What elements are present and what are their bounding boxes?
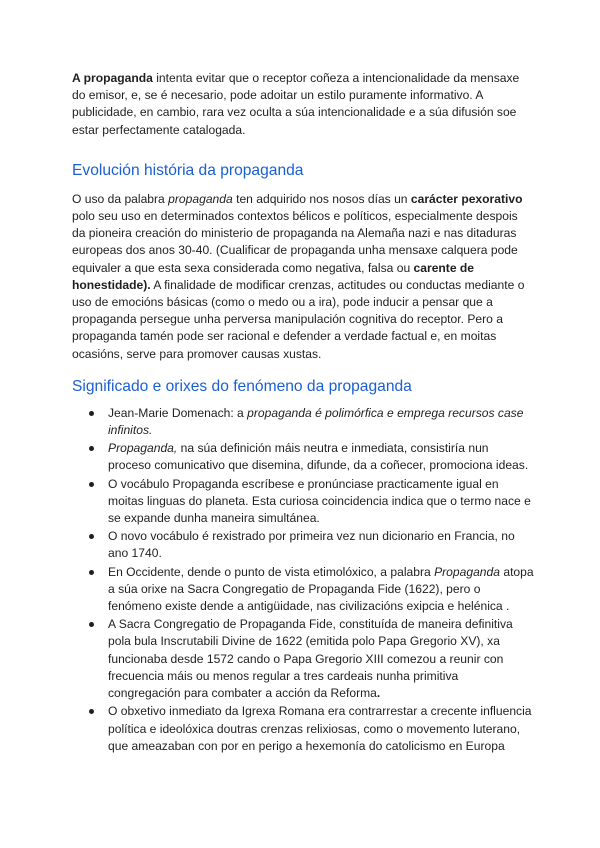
bullet-icon (89, 570, 94, 575)
bullet-icon (89, 411, 94, 416)
evolution-paragraph (72, 191, 534, 363)
list-item (72, 528, 534, 562)
list-item-italic: Propaganda, (108, 441, 178, 456)
evolution-text-g: A finalidade de modificar crenzas, actitudes ou conductas mediante o uso de emocións básicas (como o medo ou a ira), pode inducir a pensar que a propaganda persegue unha perversa manipulación cognitiva do receptor. Pero a propaganda tamén pode ser racional e defender a verdade factual e, en moitas ocasións, serve para promover causas xustas. (72, 277, 525, 361)
section-heading-evolution: Evolución história da propaganda (72, 161, 304, 179)
list-item (72, 616, 534, 702)
list-item-italic: propaganda é polimórfica e emprega recursos case infinitos. (108, 405, 524, 438)
evolution-bold-pejorative: carácter pexorativo (410, 191, 523, 206)
list-item-text: O vocábulo Propaganda escríbese e pronúnciase practicamente igual en moitas linguas do planeta. Esta curiosa coincidencia indica que o termo nace e se expande dunha maneira simultánea. (108, 476, 531, 526)
list-item (72, 703, 534, 755)
evolution-text-c: ten adquirido nos nosos días un (232, 191, 411, 206)
list-item (72, 440, 534, 474)
list-item-text: O obxetivo inmediato da Igrexa Romana era contrarrestar a crecente influencia política e ideolóxica doutras crenzas relixiosas, como o movemento luterano, que ameazaban con por en perigo a hexemonía do catolicismo en Europa (108, 704, 532, 753)
section-heading-meaning: Significado e orixes do fenómeno da propaganda (72, 377, 412, 395)
list-item-text: A Sacra Congregatio de Propaganda Fide, constituída de maneira definitiva pola bula Inscrutabili Divine de 1622 (emitida polo Papa Gregorio XV), xa funcionaba desde 1572 cando o Papa Gregorio XIII comezou a reunir con frecuencia máis ou menos regular a tres cardeais nunha primitiva congregación para combater a acción da Reforma (108, 617, 513, 701)
list-item-text: atopa a súa orixe na Sacra Congregatio de Propaganda Fide (1622), pero o fenómeno existe dende a antigüidade, nas civilizacións exipcia e helénica . (108, 564, 534, 614)
list-item-bold-period: . (376, 686, 381, 701)
evolution-italic-word: propaganda (168, 191, 233, 206)
evolution-text-a: O uso da palabra (72, 191, 169, 206)
bullet-icon (89, 446, 94, 451)
list-item-text: En Occidente, dende o punto de vista etimolóxico, a palabra (108, 564, 435, 579)
list-item-text: O novo vocábulo é rexistrado por primeira vez nun dicionario en Francia, no ano 1740. (108, 529, 515, 561)
list-item (72, 476, 534, 528)
intro-text: intenta evitar que o receptor coñeza a intencionalidade da mensaxe do emisor, e, se é necesario, pode adoitar un estilo puramente informativo. A publicidade, en cambio, rara vez oculta a súa intencionalidade e a súa difusión soe estar perfectamente catalogada. (72, 71, 520, 137)
document-body (72, 70, 534, 756)
bullet-icon (89, 482, 94, 487)
bullet-icon (89, 622, 94, 627)
bullet-icon (89, 534, 94, 539)
evolution-text-e: polo seu uso en determinados contextos bélicos e políticos, especialmente despois da pioneira creación do ministerio de propaganda na Alemaña nazi e nas ditaduras europeas dos anos 30-40. (Cualificar de propaganda unha mensaxe calquera pode equivaler a que esta sexa considerada como negativa, falsa ou (72, 209, 518, 275)
list-item (72, 564, 534, 616)
list-item-italic: Propaganda (434, 564, 500, 579)
evolution-bold-honesty: carente de honestidade). (72, 260, 475, 292)
intro-bold: A propaganda (72, 71, 153, 85)
bullet-icon (89, 709, 94, 714)
intro-paragraph (72, 70, 534, 139)
list-item-text: na súa definición máis neutra e inmediata, consistiría nun proceso comunicativo que disemina, difunde, da a coñecer, promociona ideas. (108, 441, 529, 473)
list-item-text: Jean-Marie Domenach: a (108, 405, 248, 420)
list-item (72, 405, 534, 439)
meaning-bullet-list (72, 405, 534, 755)
